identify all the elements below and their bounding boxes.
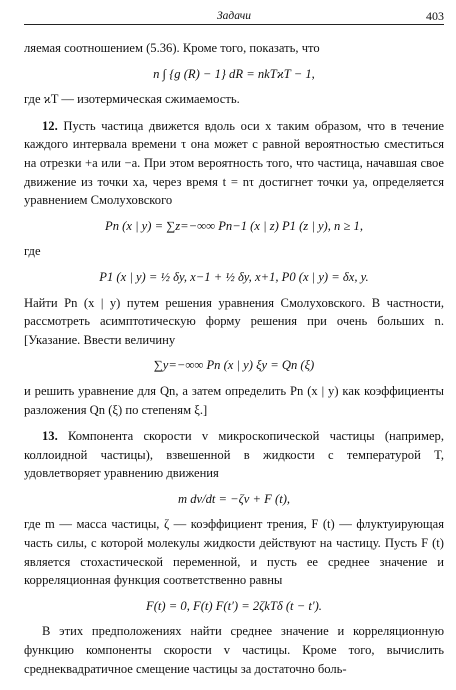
paragraph-find-solution: Найти Pn (x | y) путем решения уравнения Смолуховского. В частности, рассмотреть асимптотическую форму решения при очень больших n. [Указание. Ввести величину [24, 295, 444, 347]
formula-compressibility: n ∫ {g (R) − 1} dR = nkTϰT − 1, [153, 66, 315, 81]
paragraph-continued: ляемая соотношением (5.36). Кроме того, показать, что [24, 41, 320, 55]
problem-13-text [24, 427, 444, 483]
paragraph-where: где [24, 244, 41, 259]
formula-langevin: m dv/dt = −ζv + F (t), [177, 491, 291, 506]
page-number: 403 [426, 9, 444, 23]
paragraph-solve-hint: и решить уравнение для Qn, а затем определить Pn (x | y) как коэффициенты разложения Qn (ξ) по степеням ξ.] [24, 383, 444, 417]
book-page [24, 8, 444, 678]
formula-initial-conditions: P1 (x | y) = ½ δy, x−1 + ½ δy, x+1, P0 (x | y) = δx, y. [99, 269, 369, 284]
problem-13-body: Компонента скорости v микроскопической частицы (например, коллоидной частицы), взвешенной в жидкости с температурой T, удовлетворяет уравнению движения [24, 429, 444, 481]
problem-13-number: 13. [42, 429, 58, 444]
running-title: Задачи [216, 10, 252, 22]
formula-noise-correlation: F(t) = 0, F(t) F(t′) = 2ζkTδ (t − t′). [146, 598, 322, 613]
formula-generating-function: ∑y=−∞∞ Pn (x | y) ξy = Qn (ξ) [153, 358, 315, 373]
page-header [24, 8, 444, 25]
problem-12-body: Пусть частица движется вдоль оси x таким образом, что в течение каждого интервала времени τ она может с равной вероятностью сместиться на отрезки +a или −a. При этом вероятность того, что частица, начавшая свое движение из точки xa, через время t = nτ достигнет точки ya, определяется уравнением Смолуховского [24, 118, 444, 208]
problem-12-number: 12. [42, 118, 58, 133]
paragraph-compressibility-def: где ϰT — изотермическая сжимаемость. [24, 92, 240, 107]
paragraph-final: В этих предположениях найти среднее значение и корреляционную функцию компоненты скорости v частицы. Кроме того, вычислить среднеквадратичное смещение частицы за достаточно боль- [24, 624, 444, 676]
paragraph-langevin-terms: где m — масса частицы, ζ — коэффициент трения, F (t) — флуктуирующая часть силы, с которой молекулы жидкости действуют на частицу. Пусть F (t) является стохастической переменной, и пусть ее среднее значение и корреляционная функция соответственно равны [24, 517, 444, 588]
formula-smoluchowski: Pn (x | y) = ∑z=−∞∞ Pn−1 (x | z) P1 (z | y), n ≥ 1, [105, 218, 363, 233]
problem-12-text [24, 117, 444, 210]
